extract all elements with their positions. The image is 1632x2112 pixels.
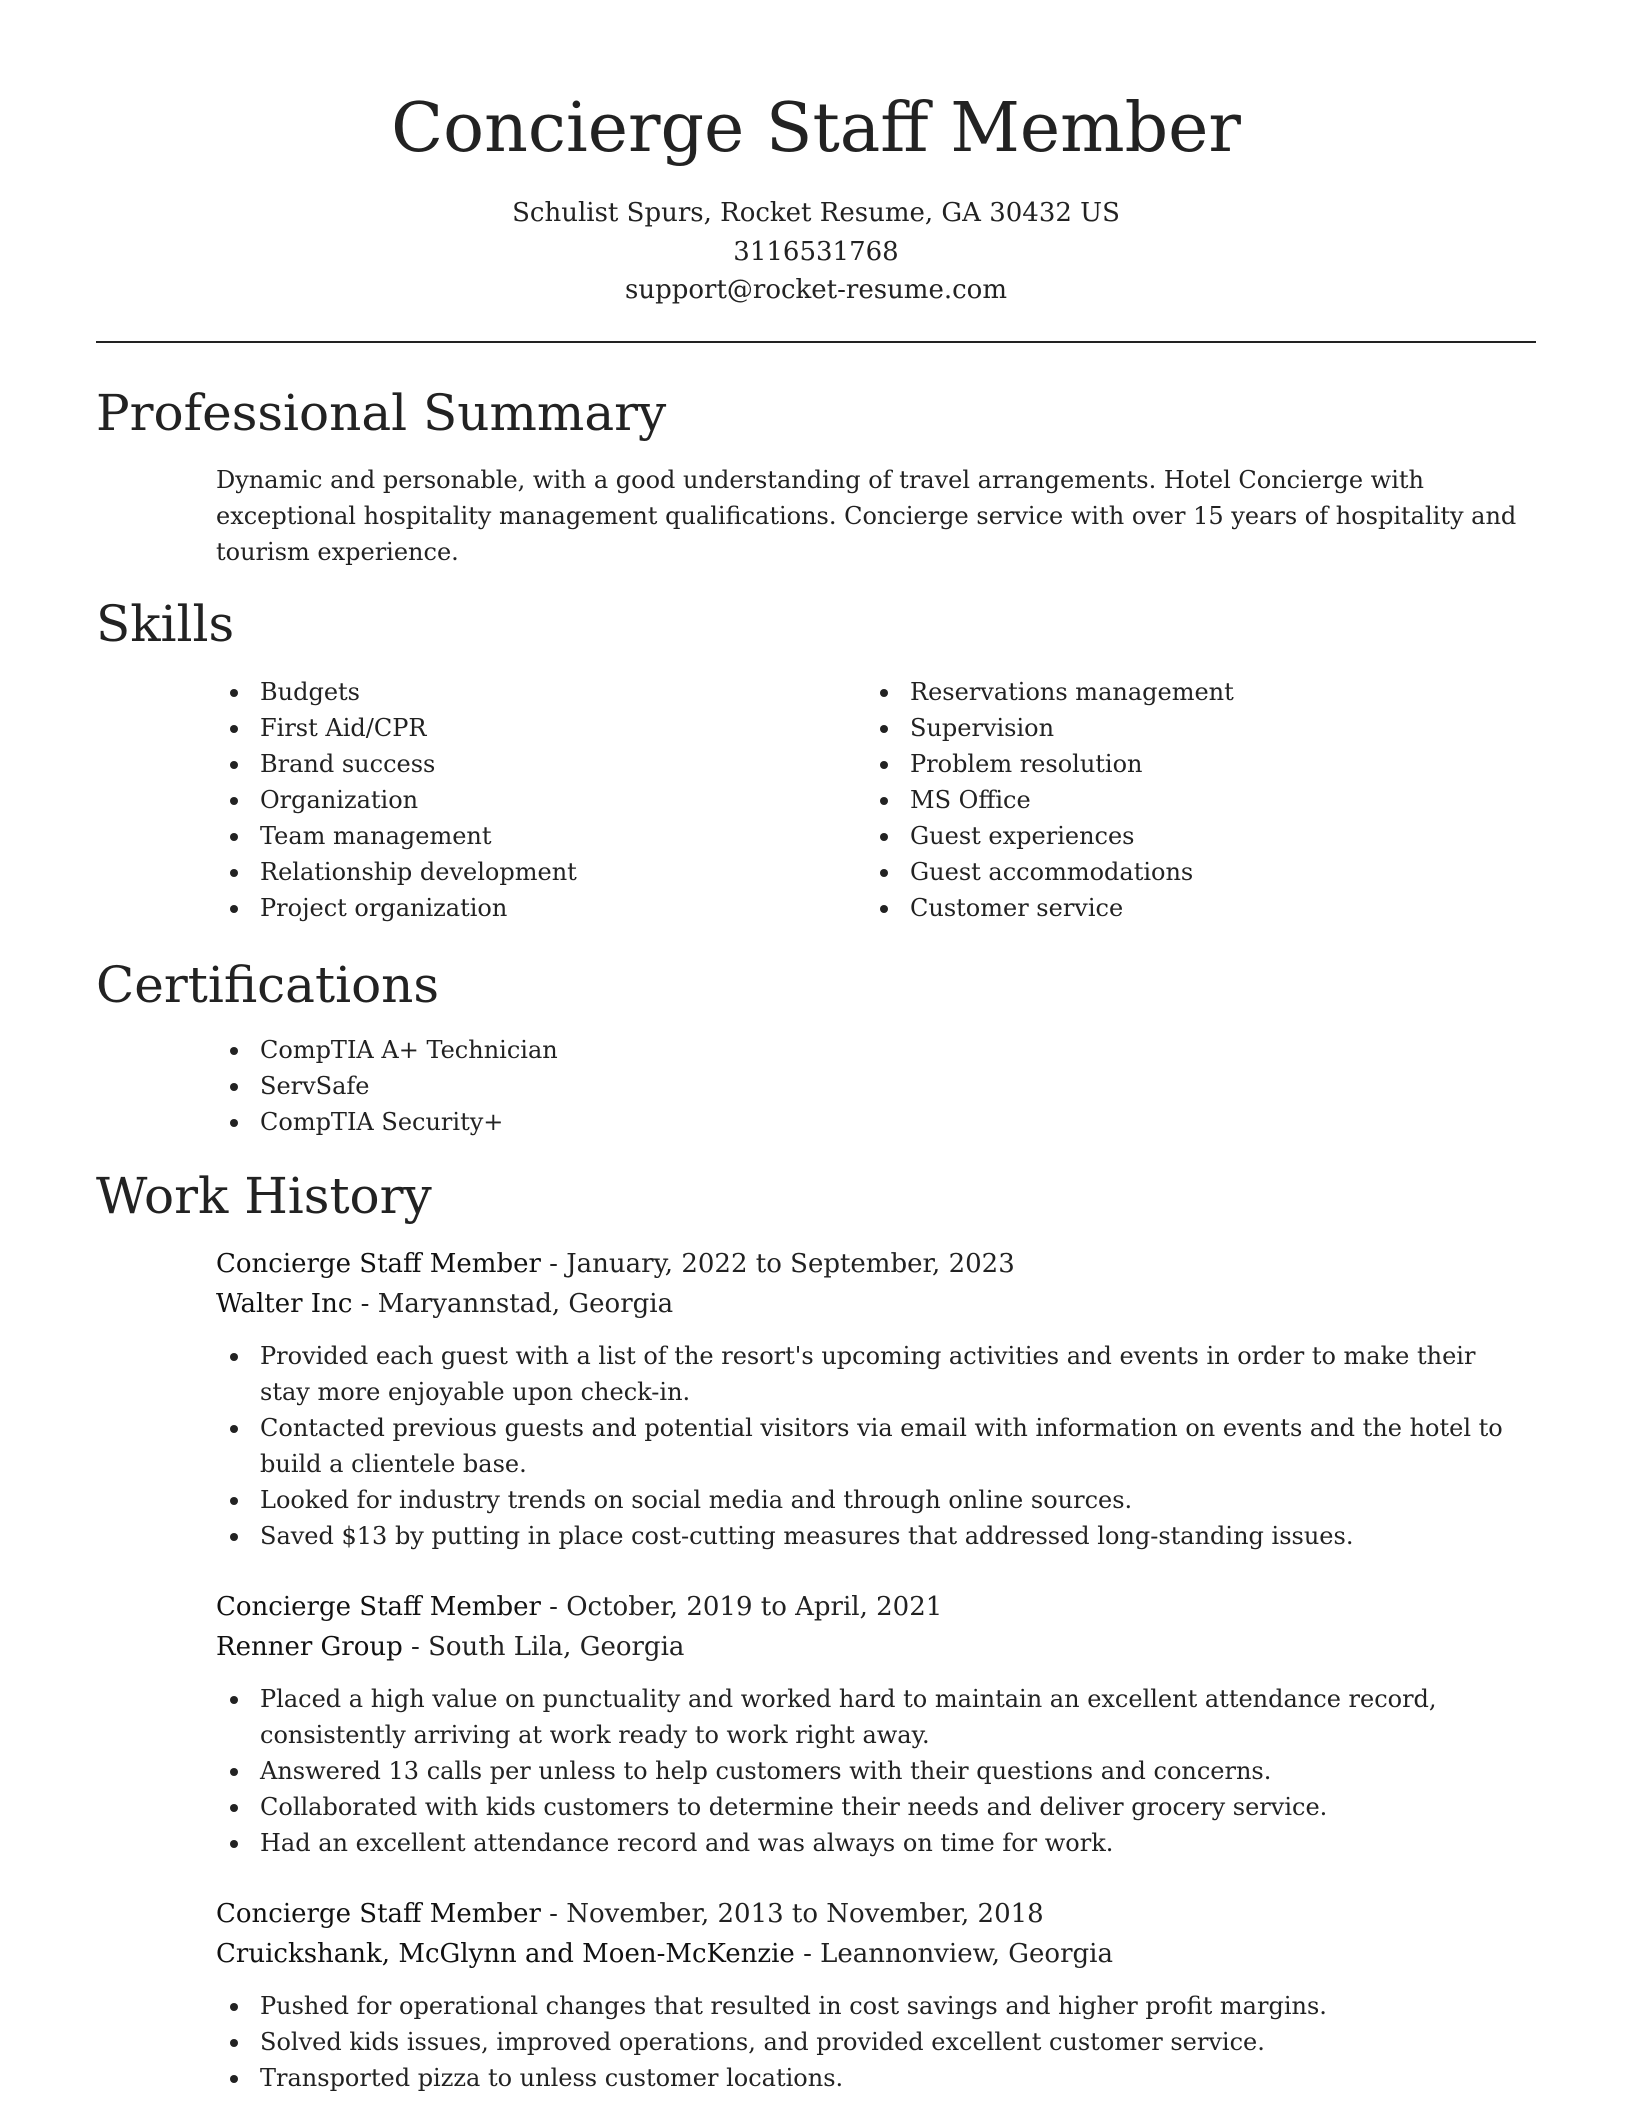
certification-item: ServSafe bbox=[216, 1068, 1516, 1104]
job-location: - South Lila, Georgia bbox=[402, 1632, 685, 1662]
job-role: Concierge Staff Member bbox=[216, 1249, 541, 1279]
job-2-heading bbox=[216, 1587, 1536, 1667]
job-1-bullets bbox=[216, 1338, 1516, 1554]
job-company: Cruickshank, McGlynn and Moen-McKenzie bbox=[216, 1939, 795, 1969]
header-divider bbox=[96, 341, 1536, 343]
certifications-list bbox=[216, 1032, 1516, 1140]
job-location: - Leannonview, Georgia bbox=[794, 1939, 1113, 1969]
skill-item: Problem resolution bbox=[866, 746, 1426, 782]
work-history-heading: Work History bbox=[96, 1167, 432, 1225]
contact-phone: 3116531768 bbox=[733, 236, 899, 267]
job-bullet: Looked for industry trends on social media and through online sources. bbox=[216, 1482, 1516, 1518]
skills-list-left bbox=[216, 674, 776, 926]
job-bullet: Transported pizza to unless customer locations. bbox=[216, 2060, 1516, 2096]
job-bullet: Provided each guest with a list of the resort's upcoming activities and events in order to make their stay more enjoyable upon check-in. bbox=[216, 1338, 1516, 1410]
job-dates: - January, 2022 to September, 2023 bbox=[540, 1249, 1015, 1279]
job-bullet: Collaborated with kids customers to determine their needs and deliver grocery service. bbox=[216, 1789, 1516, 1825]
job-company: Renner Group bbox=[216, 1632, 403, 1662]
skill-item: Brand success bbox=[216, 746, 776, 782]
job-bullet: Solved kids issues, improved operations, and provided excellent customer service. bbox=[216, 2024, 1516, 2060]
skill-item: Project organization bbox=[216, 890, 776, 926]
certification-item: CompTIA Security+ bbox=[216, 1104, 1516, 1140]
job-role: Concierge Staff Member bbox=[216, 1899, 541, 1929]
skill-item: Guest experiences bbox=[866, 818, 1426, 854]
job-role: Concierge Staff Member bbox=[216, 1592, 541, 1622]
skill-item: Guest accommodations bbox=[866, 854, 1426, 890]
candidate-name: Concierge Staff Member bbox=[391, 89, 1241, 168]
job-1-heading bbox=[216, 1244, 1536, 1324]
summary-heading: Professional Summary bbox=[96, 384, 667, 442]
skill-item: Organization bbox=[216, 782, 776, 818]
job-location: - Maryannstad, Georgia bbox=[352, 1289, 674, 1319]
job-dates: - November, 2013 to November, 2018 bbox=[540, 1899, 1044, 1929]
skill-item: Customer service bbox=[866, 890, 1426, 926]
skill-item: Reservations management bbox=[866, 674, 1426, 710]
contact-address: Schulist Spurs, Rocket Resume, GA 30432 US bbox=[512, 198, 1120, 228]
job-bullet: Placed a high value on punctuality and worked hard to maintain an excellent attendance record, consistently arriving at work ready to work right away. bbox=[216, 1681, 1516, 1753]
skills-heading: Skills bbox=[96, 595, 235, 653]
certifications-heading: Certifications bbox=[96, 956, 440, 1014]
job-bullet: Pushed for operational changes that resulted in cost savings and higher profit margins. bbox=[216, 1988, 1516, 2024]
job-2-bullets bbox=[216, 1681, 1516, 1861]
job-bullet: Had an excellent attendance record and was always on time for work. bbox=[216, 1825, 1516, 1861]
job-3-heading bbox=[216, 1894, 1536, 1974]
job-bullet: Contacted previous guests and potential visitors via email with information on events and the hotel to build a clientele base. bbox=[216, 1410, 1516, 1482]
skill-item: Team management bbox=[216, 818, 776, 854]
skill-item: First Aid/CPR bbox=[216, 710, 776, 746]
job-bullet: Saved $13 by putting in place cost-cutting measures that addressed long-standing issues. bbox=[216, 1518, 1516, 1554]
contact-email: support@rocket-resume.com bbox=[624, 275, 1007, 305]
skill-item: Relationship development bbox=[216, 854, 776, 890]
job-3-bullets bbox=[216, 1988, 1516, 2096]
job-company: Walter Inc bbox=[216, 1289, 353, 1319]
contact-block bbox=[96, 194, 1536, 310]
job-bullet: Answered 13 calls per unless to help customers with their questions and concerns. bbox=[216, 1753, 1516, 1789]
skills-list-right bbox=[866, 674, 1426, 926]
summary-text: Dynamic and personable, with a good understanding of travel arrangements. Hotel Concierge with exceptional hospitality management qualifications. Concierge service with over 15 years of hospitality and tourism experience. bbox=[216, 466, 1517, 566]
certification-item: CompTIA A+ Technician bbox=[216, 1032, 1516, 1068]
job-dates: - October, 2019 to April, 2021 bbox=[540, 1592, 943, 1622]
skill-item: Supervision bbox=[866, 710, 1426, 746]
skill-item: MS Office bbox=[866, 782, 1426, 818]
skill-item: Budgets bbox=[216, 674, 776, 710]
